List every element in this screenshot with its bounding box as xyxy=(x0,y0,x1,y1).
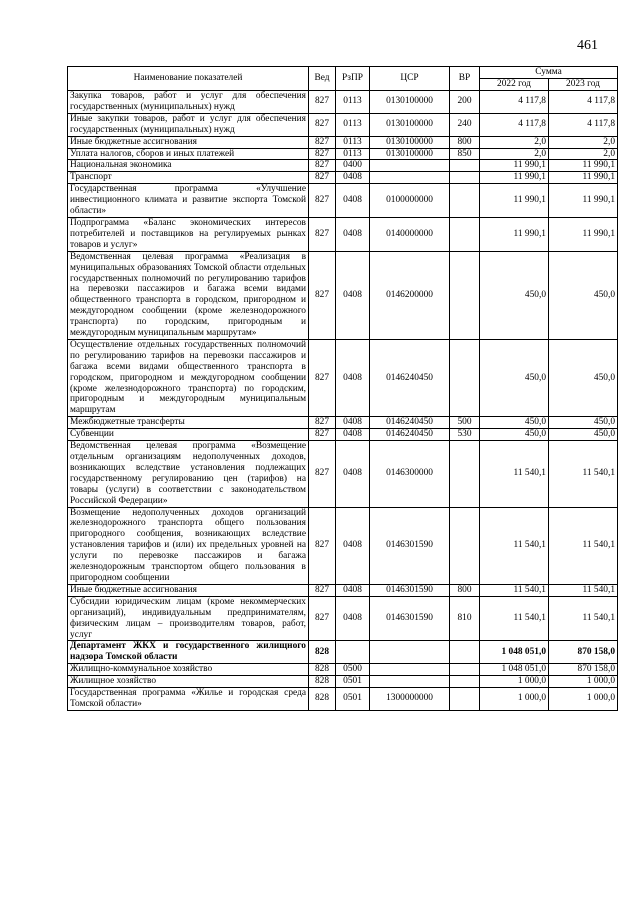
row-sum-2022: 450,0 xyxy=(480,339,549,416)
row-rzpr: 0400 xyxy=(336,160,370,172)
row-sum-2023: 870 158,0 xyxy=(549,664,618,676)
row-rzpr: 0408 xyxy=(336,251,370,339)
row-vr xyxy=(450,217,480,251)
table-body xyxy=(68,91,618,711)
row-rzpr: 0408 xyxy=(336,217,370,251)
row-sum-2022: 4 117,8 xyxy=(480,113,549,136)
row-name: Подпрограмма «Баланс экономических интересов потребителей и поставщиков на регулируемых рынках товаров и услуг» xyxy=(68,217,309,251)
row-sum-2023: 11 990,1 xyxy=(549,184,618,218)
row-vr xyxy=(450,172,480,184)
row-vr: 200 xyxy=(450,91,480,114)
row-ved: 827 xyxy=(309,596,336,641)
row-name: Иные закупки товаров, работ и услуг для обеспечения государственных (муниципальных) нужд xyxy=(68,113,309,136)
row-name: Иные бюджетные ассигнования xyxy=(68,136,309,148)
row-ved: 827 xyxy=(309,584,336,596)
row-name: Ведомственная целевая программа «Реализация в муниципальных образованиях Томской области отдельных государственных полномочий по регулированию тарифов на перевозки пассажиров и багажа всеми видами общественного транспорта в городском, пригородном и междугородном сообщении (кроме железнодорожного транспорта) по городским, пригородным и междугородным муниципальным маршрутам» xyxy=(68,251,309,339)
row-sum-2023: 450,0 xyxy=(549,339,618,416)
row-vr xyxy=(450,507,480,584)
row-sum-2022: 1 000,0 xyxy=(480,676,549,688)
row-vr xyxy=(450,184,480,218)
row-sum-2023: 870 158,0 xyxy=(549,641,618,664)
row-sum-2023: 1 000,0 xyxy=(549,676,618,688)
row-sum-2023: 4 117,8 xyxy=(549,113,618,136)
row-csr: 0146301590 xyxy=(370,507,450,584)
row-csr xyxy=(370,676,450,688)
row-ved: 827 xyxy=(309,160,336,172)
row-csr: 0130100000 xyxy=(370,91,450,114)
table-row xyxy=(68,441,618,507)
row-sum-2022: 2,0 xyxy=(480,148,549,160)
table-row xyxy=(68,676,618,688)
row-vr: 810 xyxy=(450,596,480,641)
row-name: Субсидии юридическим лицам (кроме некоммерческих организаций), индивидуальным предпринимателям, физическим лицам – производителям товаров, работ, услуг xyxy=(68,596,309,641)
row-rzpr: 0408 xyxy=(336,172,370,184)
row-vr xyxy=(450,676,480,688)
table-row xyxy=(68,584,618,596)
row-name: Государственная программа «Улучшение инвестиционного климата и развитие экспорта Томской области» xyxy=(68,184,309,218)
row-ved: 827 xyxy=(309,217,336,251)
header-sum: Сумма xyxy=(480,67,618,79)
row-rzpr: 0501 xyxy=(336,676,370,688)
row-rzpr: 0408 xyxy=(336,507,370,584)
table-row xyxy=(68,507,618,584)
row-sum-2022: 450,0 xyxy=(480,429,549,441)
row-vr xyxy=(450,339,480,416)
row-name: Осуществление отдельных государственных полномочий по регулированию тарифов на перевозки пассажиров и багажа всеми видами общественного транспорта в городском, пригородном и междугородном сообщении (кроме железнодорожного транспорта) по городским, пригородным и междугородным муниципальным маршрутам xyxy=(68,339,309,416)
table-row xyxy=(68,113,618,136)
row-rzpr: 0500 xyxy=(336,664,370,676)
table-row xyxy=(68,136,618,148)
row-rzpr: 0501 xyxy=(336,688,370,711)
row-vr xyxy=(450,688,480,711)
row-vr: 850 xyxy=(450,148,480,160)
row-csr: 0130100000 xyxy=(370,148,450,160)
header-vr: ВР xyxy=(450,67,480,91)
row-sum-2023: 1 000,0 xyxy=(549,688,618,711)
row-name: Субвенции xyxy=(68,429,309,441)
row-name: Возмещение недополученных доходов организаций железнодорожного транспорта общего пользования пригородного сообщения, возникающих вследствие установления тарифов и (или) их предельных уровней на услуги по перевозке пассажиров и багажа железнодорожным транспортом общего пользования в пригородном сообщении xyxy=(68,507,309,584)
row-ved: 827 xyxy=(309,417,336,429)
row-sum-2023: 450,0 xyxy=(549,251,618,339)
row-rzpr: 0408 xyxy=(336,184,370,218)
row-sum-2023: 11 990,1 xyxy=(549,217,618,251)
header-year-2023: 2023 год xyxy=(549,79,618,91)
row-sum-2022: 450,0 xyxy=(480,417,549,429)
table-row xyxy=(68,91,618,114)
row-csr: 0146300000 xyxy=(370,441,450,507)
row-sum-2022: 2,0 xyxy=(480,136,549,148)
row-ved: 827 xyxy=(309,136,336,148)
row-vr: 800 xyxy=(450,584,480,596)
row-sum-2023: 450,0 xyxy=(549,417,618,429)
row-rzpr: 0408 xyxy=(336,429,370,441)
row-sum-2023: 11 540,1 xyxy=(549,441,618,507)
row-name: Жилищно-коммунальное хозяйство xyxy=(68,664,309,676)
row-csr: 0146200000 xyxy=(370,251,450,339)
row-name: Межбюджетные трансферты xyxy=(68,417,309,429)
row-csr: 0100000000 xyxy=(370,184,450,218)
row-name: Транспорт xyxy=(68,172,309,184)
table-row xyxy=(68,641,618,664)
row-name: Иные бюджетные ассигнования xyxy=(68,584,309,596)
row-rzpr: 0113 xyxy=(336,148,370,160)
row-csr: 0130100000 xyxy=(370,136,450,148)
table-row xyxy=(68,339,618,416)
row-ved: 828 xyxy=(309,676,336,688)
row-rzpr: 0113 xyxy=(336,91,370,114)
table-row xyxy=(68,172,618,184)
row-name: Департамент ЖКХ и государственного жилищного надзора Томской области xyxy=(68,641,309,664)
row-vr xyxy=(450,664,480,676)
header-name: Наименование показателей xyxy=(68,67,309,91)
row-vr xyxy=(450,160,480,172)
row-sum-2023: 4 117,8 xyxy=(549,91,618,114)
row-ved: 828 xyxy=(309,688,336,711)
row-sum-2022: 11 540,1 xyxy=(480,507,549,584)
table-row xyxy=(68,664,618,676)
row-sum-2022: 11 990,1 xyxy=(480,160,549,172)
page-number: 461 xyxy=(577,38,598,53)
header-rzpr: РзПР xyxy=(336,67,370,91)
row-rzpr: 0408 xyxy=(336,596,370,641)
row-ved: 827 xyxy=(309,507,336,584)
table-row xyxy=(68,688,618,711)
table-row xyxy=(68,251,618,339)
row-ved: 827 xyxy=(309,91,336,114)
row-rzpr: 0408 xyxy=(336,417,370,429)
row-sum-2022: 1 000,0 xyxy=(480,688,549,711)
row-csr: 0146240450 xyxy=(370,429,450,441)
row-vr: 240 xyxy=(450,113,480,136)
row-ved: 827 xyxy=(309,441,336,507)
row-rzpr: 0408 xyxy=(336,339,370,416)
row-sum-2023: 11 540,1 xyxy=(549,596,618,641)
row-ved: 827 xyxy=(309,172,336,184)
row-sum-2023: 11 540,1 xyxy=(549,507,618,584)
table-row xyxy=(68,184,618,218)
row-ved: 828 xyxy=(309,641,336,664)
row-sum-2023: 11 990,1 xyxy=(549,160,618,172)
row-csr xyxy=(370,172,450,184)
row-sum-2023: 11 540,1 xyxy=(549,584,618,596)
row-sum-2023: 2,0 xyxy=(549,148,618,160)
row-csr xyxy=(370,641,450,664)
row-ved: 827 xyxy=(309,251,336,339)
row-sum-2022: 11 540,1 xyxy=(480,441,549,507)
row-ved: 827 xyxy=(309,339,336,416)
row-sum-2022: 11 990,1 xyxy=(480,172,549,184)
row-csr xyxy=(370,160,450,172)
row-sum-2023: 450,0 xyxy=(549,429,618,441)
row-name: Уплата налогов, сборов и иных платежей xyxy=(68,148,309,160)
table-header xyxy=(68,67,618,91)
row-rzpr xyxy=(336,641,370,664)
row-sum-2022: 11 990,1 xyxy=(480,184,549,218)
row-vr xyxy=(450,441,480,507)
row-sum-2022: 11 990,1 xyxy=(480,217,549,251)
table-row xyxy=(68,148,618,160)
row-csr: 0146240450 xyxy=(370,417,450,429)
row-csr: 0140000000 xyxy=(370,217,450,251)
row-sum-2022: 4 117,8 xyxy=(480,91,549,114)
header-csr: ЦСР xyxy=(370,67,450,91)
row-csr: 0146240450 xyxy=(370,339,450,416)
row-rzpr: 0113 xyxy=(336,113,370,136)
row-sum-2022: 11 540,1 xyxy=(480,596,549,641)
row-ved: 827 xyxy=(309,113,336,136)
row-sum-2023: 11 990,1 xyxy=(549,172,618,184)
row-name: Закупка товаров, работ и услуг для обеспечения государственных (муниципальных) нужд xyxy=(68,91,309,114)
row-vr: 530 xyxy=(450,429,480,441)
row-rzpr: 0408 xyxy=(336,441,370,507)
row-csr: 0146301590 xyxy=(370,596,450,641)
row-vr xyxy=(450,641,480,664)
table-row xyxy=(68,217,618,251)
row-ved: 827 xyxy=(309,184,336,218)
row-csr xyxy=(370,664,450,676)
table-row xyxy=(68,417,618,429)
row-vr xyxy=(450,251,480,339)
row-rzpr: 0408 xyxy=(336,584,370,596)
table-row xyxy=(68,429,618,441)
row-name: Жилищное хозяйство xyxy=(68,676,309,688)
header-year-2022: 2022 год xyxy=(480,79,549,91)
row-csr: 0146301590 xyxy=(370,584,450,596)
row-sum-2023: 2,0 xyxy=(549,136,618,148)
row-vr: 500 xyxy=(450,417,480,429)
row-ved: 827 xyxy=(309,148,336,160)
row-sum-2022: 11 540,1 xyxy=(480,584,549,596)
row-vr: 800 xyxy=(450,136,480,148)
row-sum-2022: 1 048 051,0 xyxy=(480,641,549,664)
row-name: Государственная программа «Жилье и городская среда Томской области» xyxy=(68,688,309,711)
row-name: Национальная экономика xyxy=(68,160,309,172)
row-ved: 827 xyxy=(309,429,336,441)
row-rzpr: 0113 xyxy=(336,136,370,148)
row-sum-2022: 1 048 051,0 xyxy=(480,664,549,676)
row-sum-2022: 450,0 xyxy=(480,251,549,339)
row-name: Ведомственная целевая программа «Возмещение отдельным организациям недополученных доходов, возникающих вследствие установления подлежащих государственному регулированию цен (тарифов) на товары (услуги) в соответствии с законодательством Российской Федерации» xyxy=(68,441,309,507)
table-row xyxy=(68,160,618,172)
budget-table xyxy=(67,66,618,711)
table-row xyxy=(68,596,618,641)
row-csr: 0130100000 xyxy=(370,113,450,136)
row-csr: 1300000000 xyxy=(370,688,450,711)
row-ved: 828 xyxy=(309,664,336,676)
header-ved: Вед xyxy=(309,67,336,91)
